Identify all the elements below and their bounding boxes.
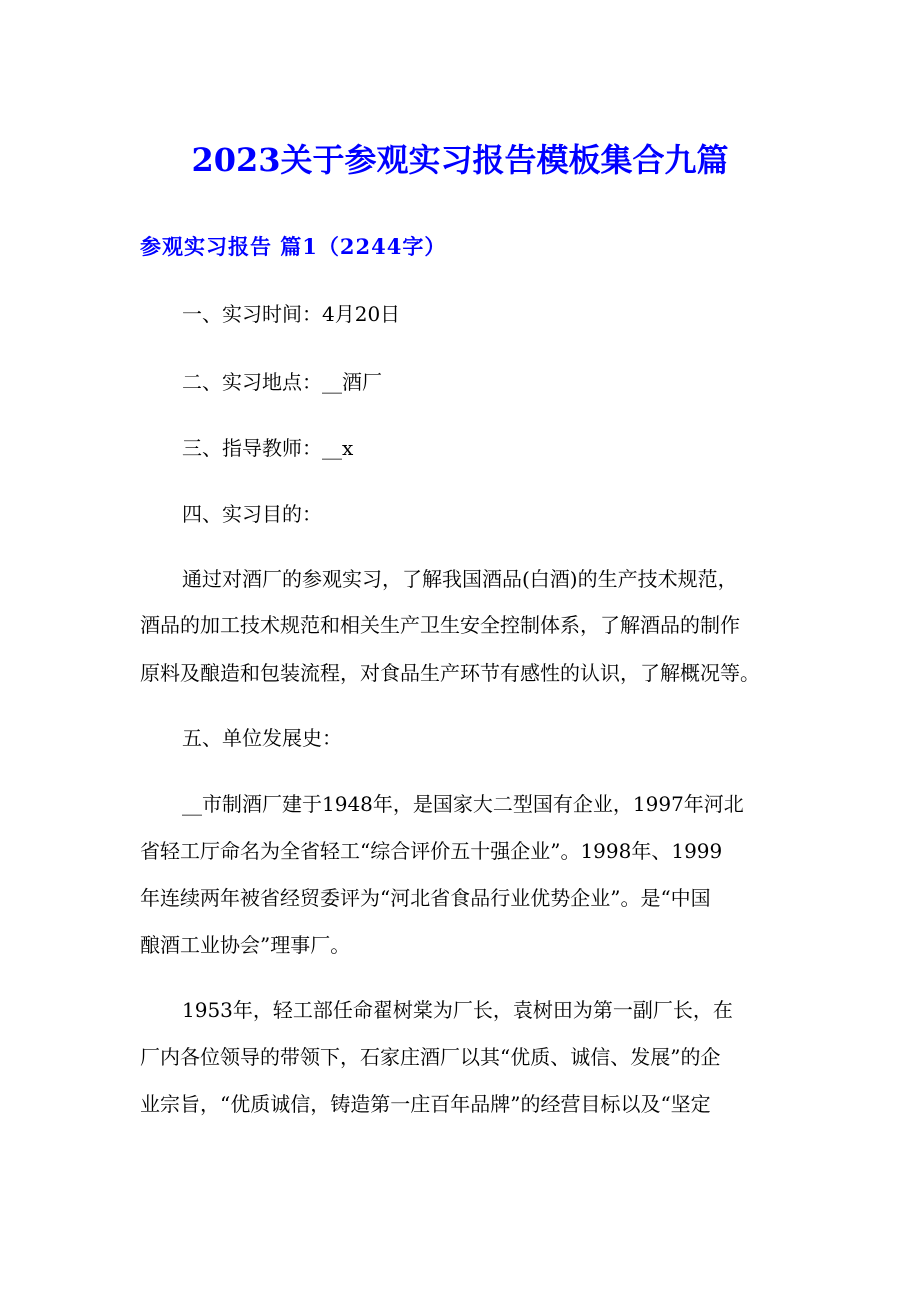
leadership-paragraph-line: 业宗旨，“优质诚信，铸造第一庄百年品牌”的经营目标以及“坚定 xyxy=(140,1092,711,1116)
history-heading: 五、单位发展史： xyxy=(182,726,342,750)
leadership-paragraph-line: 1953年，轻工部任命翟树棠为厂长，袁树田为第一副厂长，在 xyxy=(182,998,733,1022)
purpose-paragraph-line: 酒品的加工技术规范和相关生产卫生安全控制体系，了解酒品的制作 xyxy=(140,613,740,637)
history-paragraph-line: 酿酒工业协会”理事厂。 xyxy=(140,933,351,957)
history-paragraph-line: __市制酒厂建于1948年，是国家大二型国有企业，1997年河北 xyxy=(182,792,744,816)
purpose-paragraph-line: 原料及酿造和包装流程，对食品生产环节有感性的认识，了解概况等。 xyxy=(140,661,760,685)
history-paragraph-line: 年连续两年被省经贸委评为“河北省食品行业优势企业”。是“中国 xyxy=(140,886,711,910)
internship-location-line: 二、实习地点：__酒厂 xyxy=(182,370,382,394)
internship-time-line: 一、实习时间：4月20日 xyxy=(182,302,401,326)
leadership-paragraph-line: 厂内各位领导的带领下，石家庄酒厂以其“优质、诚信、发展”的企 xyxy=(140,1045,721,1069)
section-heading: 参观实习报告 篇1（2244字） xyxy=(140,234,447,259)
purpose-heading: 四、实习目的： xyxy=(182,502,322,526)
document-title: 2023关于参观实习报告模板集合九篇 xyxy=(191,141,729,179)
history-paragraph-line: 省轻工厅命名为全省轻工“综合评价五十强企业”。1998年、1999 xyxy=(140,839,723,863)
instructor-line: 三、指导教师：__x xyxy=(182,436,354,460)
purpose-paragraph-line: 通过对酒厂的参观实习，了解我国酒品(白酒)的生产技术规范， xyxy=(182,567,738,591)
